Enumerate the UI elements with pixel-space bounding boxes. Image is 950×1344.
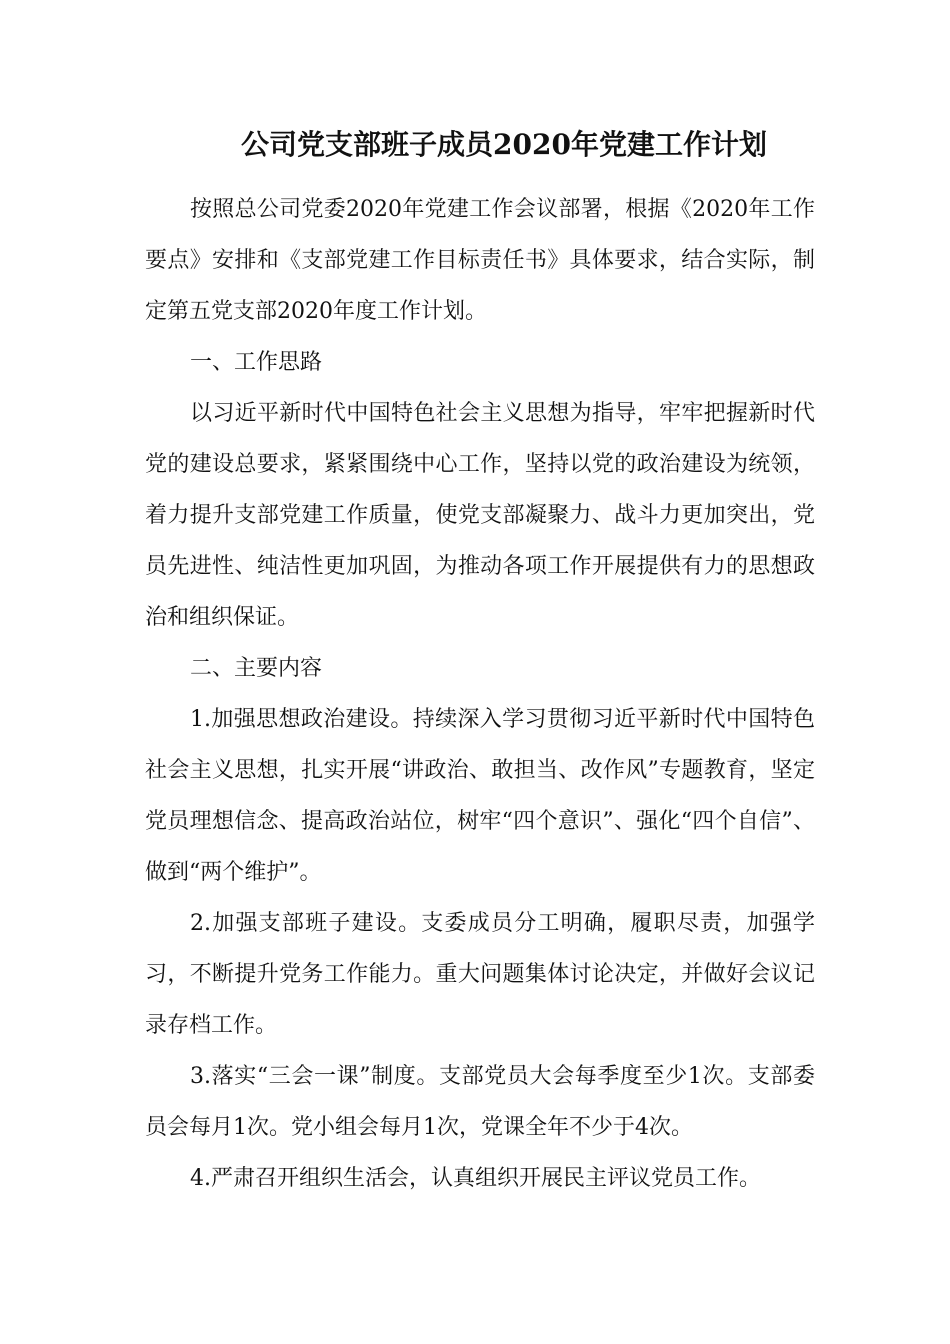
item-4-paragraph: 4.严肃召开组织生活会，认真组织开展民主评议党员工作。 — [190, 1166, 761, 1191]
document-title: 公司党支部班子成员2020年党建工作计划 — [241, 128, 767, 161]
section-heading-main-content: 二、主要内容 — [190, 656, 323, 681]
section-heading-work-approach: 一、工作思路 — [190, 350, 323, 375]
intro-paragraph: 按照总公司党委2020年党建工作会议部署，根据《2020年工作要点》安排和《支部党建工作目标责任书》具体要求，结合实际，制定第五党支部2020年度工作计划。 — [145, 197, 815, 324]
document-body — [145, 184, 815, 1204]
item-2-paragraph: 2.加强支部班子建设。支委成员分工明确，履职尽责，加强学习，不断提升党务工作能力。重大问题集体讨论决定，并做好会议记录存档工作。 — [145, 911, 815, 1038]
work-approach-paragraph: 以习近平新时代中国特色社会主义思想为指导，牢牢把握新时代党的建设总要求，紧紧围绕中心工作，坚持以党的政治建设为统领，着力提升支部党建工作质量，使党支部凝聚力、战斗力更加突出，党员先进性、纯洁性更加巩固，为推动各项工作开展提供有力的思想政治和组织保证。 — [145, 401, 815, 630]
item-3-paragraph: 3.落实“三会一课”制度。支部党员大会每季度至少1次。支部委员会每月1次。党小组会每月1次，党课全年不少于4次。 — [145, 1064, 815, 1140]
item-1-paragraph: 1.加强思想政治建设。持续深入学习贯彻习近平新时代中国特色社会主义思想，扎实开展“讲政治、敢担当、改作风”专题教育，坚定党员理想信念、提高政治站位，树牢“四个意识”、强化“四个自信”、做到“两个维护”。 — [145, 707, 815, 885]
